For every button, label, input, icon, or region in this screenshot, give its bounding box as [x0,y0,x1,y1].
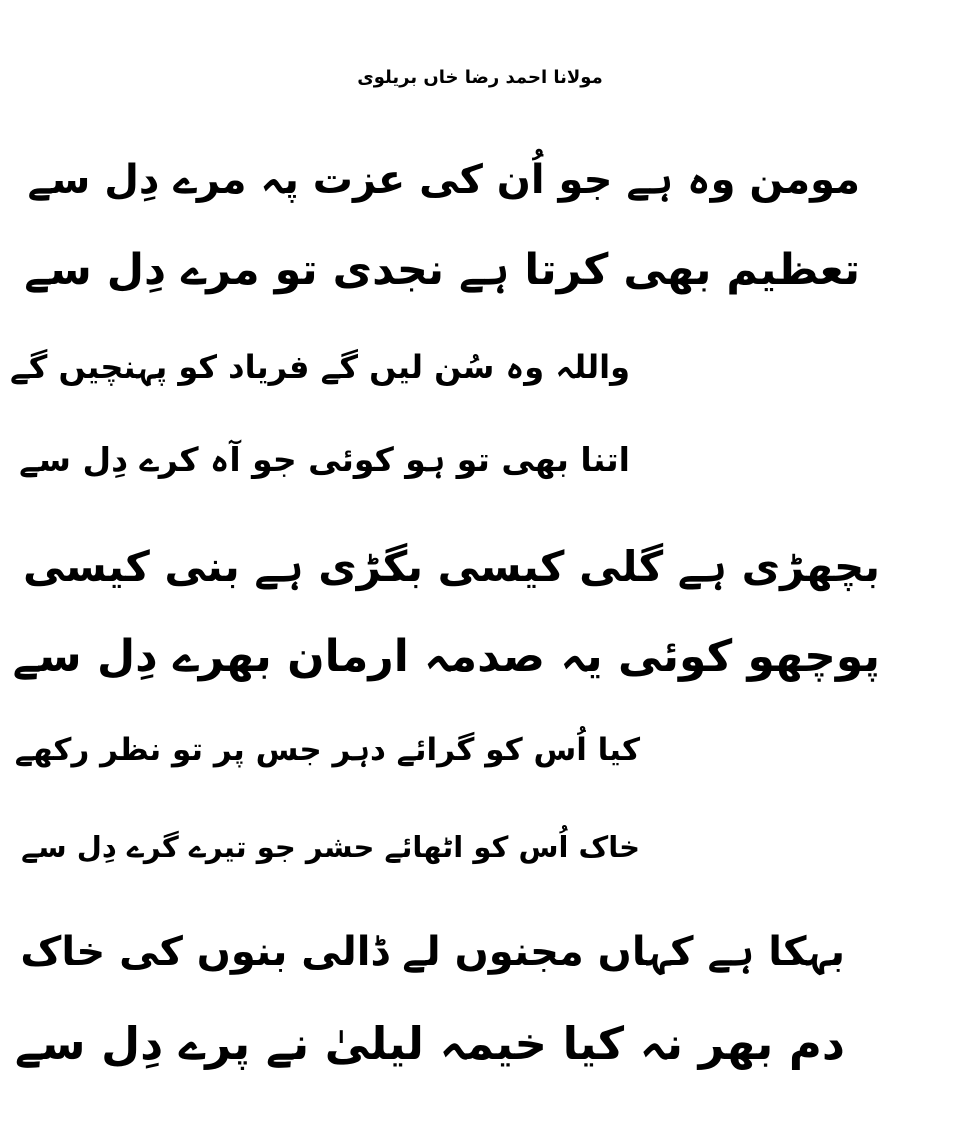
verse-line: بچھڑی ہے گلی کیسی بگڑی ہے بنی کیسی [22,542,880,591]
verse-line: واللہ وہ سُن لیں گے فریاد کو پہنچیں گے [9,348,630,386]
verse-line: مومن وہ ہے جو اُن کی عزت پہ مرے دِل سے [27,157,860,203]
verse-line: خاک اُس کو اٹھائے حشر جو تیرے گرے دِل سے [21,830,640,864]
verse-line: پوچھو کوئی یہ صدمہ ارمان بھرے دِل سے [12,631,880,682]
verse-line: بہکا ہے کہاں مجنوں لے ڈالی بنوں کی خاک [20,929,845,975]
verse-line: کیا اُس کو گرائے دہر جس پر تو نظر رکھے [14,732,640,768]
verse-line: تعظیم بھی کرتا ہے نجدی تو مرے دِل سے [24,245,860,295]
verse-line: اتنا بھی تو ہو کوئی جو آہ کرے دِل سے [19,440,630,479]
poet-title: مولانا احمد رضا خاں بریلوی [357,67,603,88]
verse-line: دم بھر نہ کیا خیمہ لیلیٰ نے پرے دِل سے [14,1017,845,1070]
